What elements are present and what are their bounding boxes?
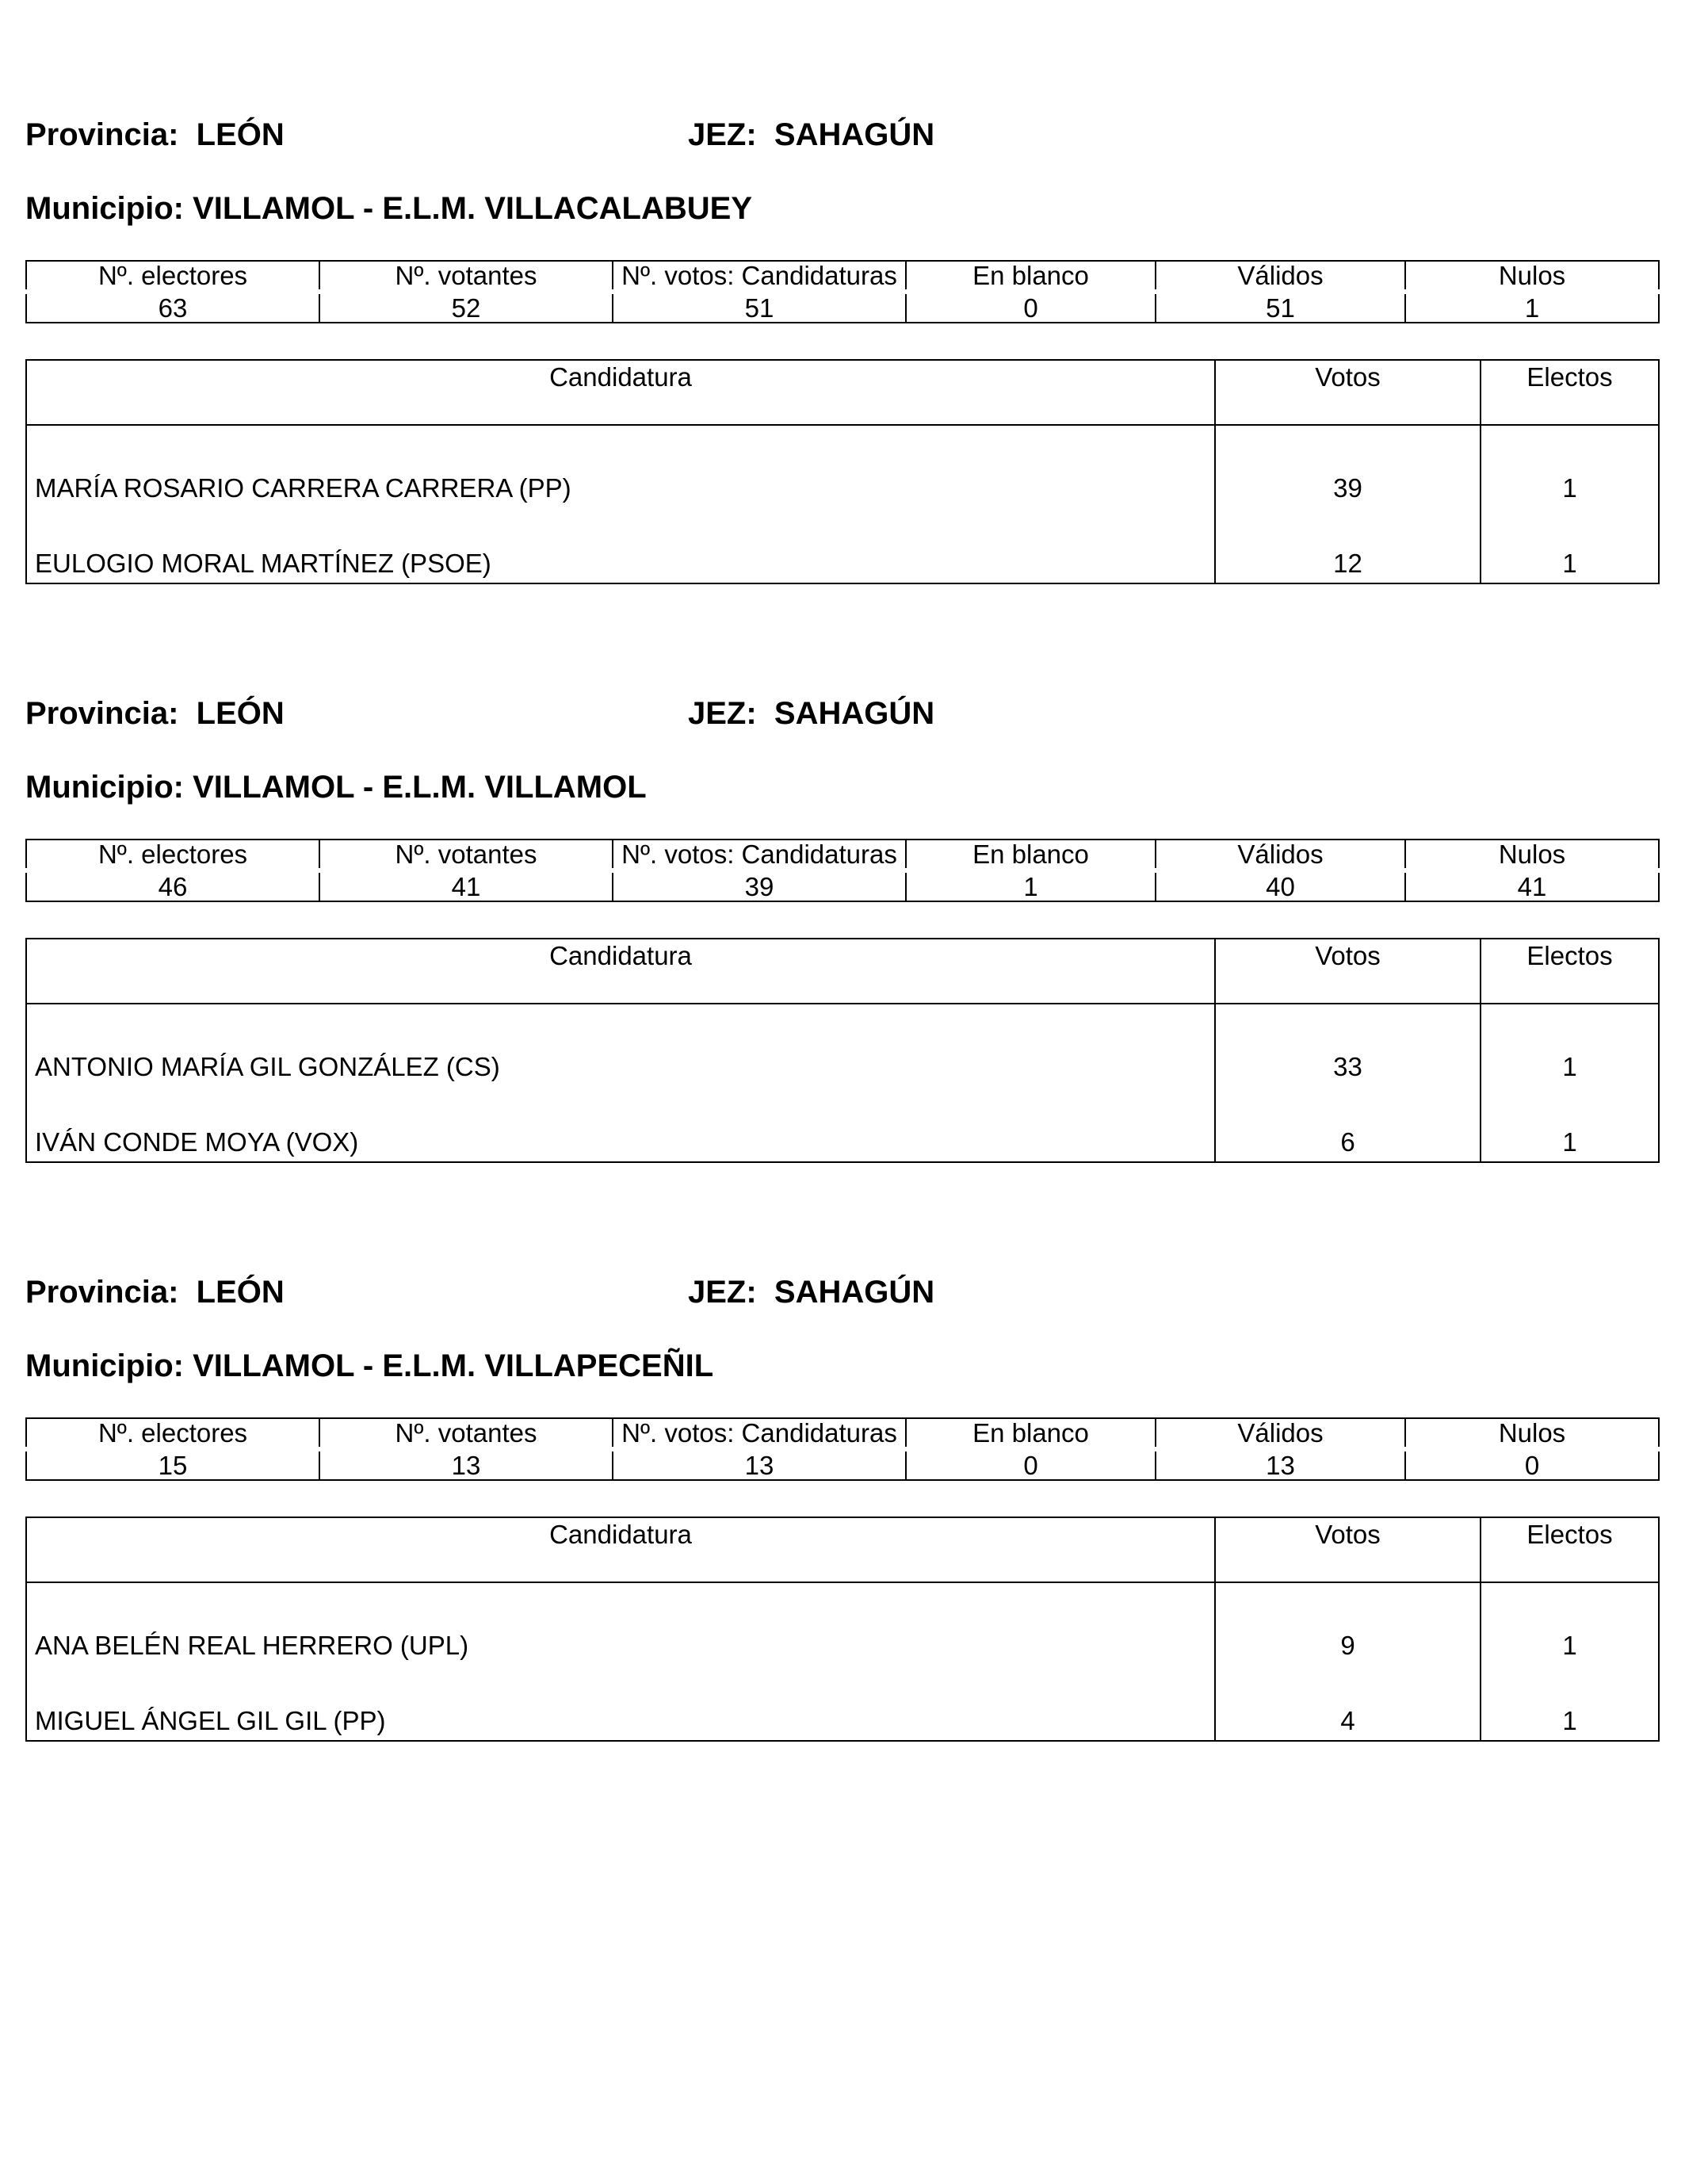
summary-values-row (26, 870, 1659, 901)
col-validos: Válidos (1156, 840, 1405, 870)
table-row (26, 425, 1659, 511)
col-nulos: Nulos (1405, 261, 1659, 292)
summary-header-row (26, 840, 1659, 870)
col-votos: Votos (1215, 939, 1481, 1004)
col-candidatura: Candidatura (26, 939, 1215, 1004)
value-nulos: 41 (1405, 870, 1659, 901)
col-electos: Electos (1481, 939, 1659, 1004)
summary-values-row (26, 1449, 1659, 1480)
table-row (26, 511, 1659, 583)
col-votantes: Nº. votantes (319, 261, 613, 292)
table-row (26, 1090, 1659, 1162)
value-votos-candidaturas: 51 (613, 292, 906, 323)
jez-heading (688, 1276, 934, 1308)
candidate-electos: 1 (1481, 1090, 1659, 1162)
value-votantes: 13 (319, 1449, 613, 1480)
provincia-heading (25, 119, 285, 151)
candidate-electos: 1 (1481, 1582, 1659, 1669)
provincia-heading (25, 1276, 285, 1308)
municipio-value: VILLAMOL - E.L.M. VILLAPECEÑIL (193, 1348, 714, 1383)
summary-header-row (26, 261, 1659, 292)
value-electores: 46 (26, 870, 319, 901)
candidate-electos: 1 (1481, 511, 1659, 583)
candidate-votos: 12 (1215, 511, 1481, 583)
value-nulos: 0 (1405, 1449, 1659, 1480)
value-validos: 51 (1156, 292, 1405, 323)
value-validos: 40 (1156, 870, 1405, 901)
col-electos: Electos (1481, 360, 1659, 425)
summary-header-row (26, 1418, 1659, 1449)
value-validos: 13 (1156, 1449, 1405, 1480)
candidate-votos: 4 (1215, 1669, 1481, 1741)
table-row (26, 1582, 1659, 1669)
value-en-blanco: 0 (906, 292, 1156, 323)
value-votos-candidaturas: 39 (613, 870, 906, 901)
candidates-table (25, 938, 1660, 1163)
col-validos: Válidos (1156, 261, 1405, 292)
col-votos-candidaturas: Nº. votos: Candidaturas (613, 1418, 906, 1449)
provincia-label: Provincia: (25, 117, 179, 152)
col-votos: Votos (1215, 360, 1481, 425)
candidate-votos: 9 (1215, 1582, 1481, 1669)
jez-heading (688, 119, 934, 151)
value-en-blanco: 0 (906, 1449, 1156, 1480)
col-electores: Nº. electores (26, 1418, 319, 1449)
municipio-heading (25, 771, 647, 803)
municipality-block-1 (25, 117, 1658, 578)
candidate-votos: 6 (1215, 1090, 1481, 1162)
value-electores: 63 (26, 292, 319, 323)
candidate-name: MIGUEL ÁNGEL GIL GIL (PP) (26, 1669, 1215, 1741)
col-electores: Nº. electores (26, 261, 319, 292)
candidates-table (25, 359, 1660, 584)
col-votantes: Nº. votantes (319, 840, 613, 870)
summary-table (25, 1417, 1660, 1481)
jez-value: SAHAGÚN (774, 1275, 935, 1310)
jez-value: SAHAGÚN (774, 117, 935, 152)
jez-label: JEZ: (688, 1275, 757, 1310)
col-en-blanco: En blanco (906, 261, 1156, 292)
candidates-header-row (26, 939, 1659, 1004)
municipio-label: Municipio: (25, 191, 184, 226)
candidate-name: ANA BELÉN REAL HERRERO (UPL) (26, 1582, 1215, 1669)
municipality-block-2 (25, 696, 1658, 1157)
col-electos: Electos (1481, 1517, 1659, 1582)
provincia-value: LEÓN (196, 696, 285, 731)
col-nulos: Nulos (1405, 840, 1659, 870)
table-row (26, 1004, 1659, 1090)
provincia-label: Provincia: (25, 1275, 179, 1310)
candidate-electos: 1 (1481, 425, 1659, 511)
provincia-heading (25, 698, 285, 729)
candidate-votos: 33 (1215, 1004, 1481, 1090)
col-en-blanco: En blanco (906, 1418, 1156, 1449)
col-votos-candidaturas: Nº. votos: Candidaturas (613, 840, 906, 870)
candidates-header-row (26, 360, 1659, 425)
candidate-electos: 1 (1481, 1004, 1659, 1090)
municipality-block-3 (25, 1275, 1658, 1735)
col-votos-candidaturas: Nº. votos: Candidaturas (613, 261, 906, 292)
municipio-label: Municipio: (25, 1348, 184, 1383)
jez-value: SAHAGÚN (774, 696, 935, 731)
provincia-value: LEÓN (196, 117, 285, 152)
value-votantes: 41 (319, 870, 613, 901)
jez-label: JEZ: (688, 117, 757, 152)
candidate-name: IVÁN CONDE MOYA (VOX) (26, 1090, 1215, 1162)
municipio-heading (25, 1350, 713, 1382)
col-validos: Válidos (1156, 1418, 1405, 1449)
value-electores: 15 (26, 1449, 319, 1480)
jez-heading (688, 698, 934, 729)
value-votos-candidaturas: 13 (613, 1449, 906, 1480)
col-candidatura: Candidatura (26, 1517, 1215, 1582)
municipio-heading (25, 193, 752, 224)
value-votantes: 52 (319, 292, 613, 323)
col-candidatura: Candidatura (26, 360, 1215, 425)
municipio-value: VILLAMOL - E.L.M. VILLACALABUEY (193, 191, 752, 226)
col-en-blanco: En blanco (906, 840, 1156, 870)
candidates-table (25, 1517, 1660, 1742)
municipio-label: Municipio: (25, 770, 184, 805)
table-row (26, 1669, 1659, 1741)
jez-label: JEZ: (688, 696, 757, 731)
candidate-name: EULOGIO MORAL MARTÍNEZ (PSOE) (26, 511, 1215, 583)
col-nulos: Nulos (1405, 1418, 1659, 1449)
candidate-name: ANTONIO MARÍA GIL GONZÁLEZ (CS) (26, 1004, 1215, 1090)
value-nulos: 1 (1405, 292, 1659, 323)
col-votos: Votos (1215, 1517, 1481, 1582)
summary-table (25, 839, 1660, 902)
candidate-electos: 1 (1481, 1669, 1659, 1741)
summary-values-row (26, 292, 1659, 323)
value-en-blanco: 1 (906, 870, 1156, 901)
provincia-value: LEÓN (196, 1275, 285, 1310)
col-electores: Nº. electores (26, 840, 319, 870)
provincia-label: Provincia: (25, 696, 179, 731)
candidates-header-row (26, 1517, 1659, 1582)
candidate-votos: 39 (1215, 425, 1481, 511)
summary-table (25, 260, 1660, 323)
municipio-value: VILLAMOL - E.L.M. VILLAMOL (193, 770, 647, 805)
col-votantes: Nº. votantes (319, 1418, 613, 1449)
candidate-name: MARÍA ROSARIO CARRERA CARRERA (PP) (26, 425, 1215, 511)
